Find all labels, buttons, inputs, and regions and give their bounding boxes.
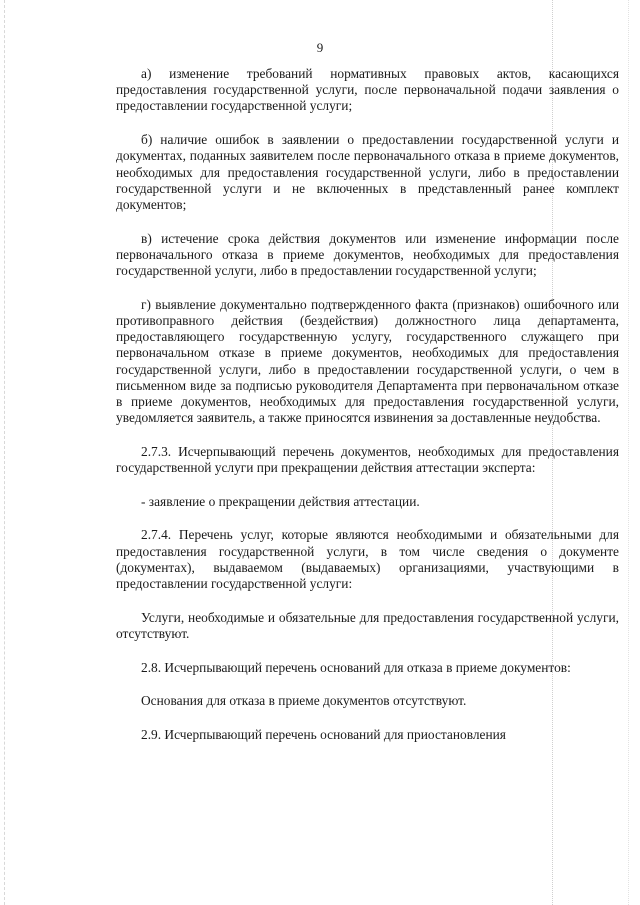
scan-margin-line-left	[4, 0, 5, 905]
page-number: 9	[316, 40, 324, 55]
paragraph-services-absent: Услуги, необходимые и обязательные для предоставления государственной услуги, отсутствуют.	[116, 609, 619, 641]
paragraph-grounds-absent: Основания для отказа в приеме документов отсутствуют.	[141, 693, 467, 709]
section-2-7-3: 2.7.3. Исчерпывающий перечень документов, необходимых для предоставления государственной услуги при прекращении действия аттестации эксперта:	[116, 443, 619, 476]
paragraph-item-g: г) выявление документально подтвержденного факта (признаков) ошибочного или противоправного действия (бездействия) должностного лица департамента, предоставляющего государственную услугу, государственного служащего при первоначальном отказе в приеме документов, необходимых для предоставления государственной услуги, либо в предоставлении государственной услуги, о чем в письменном виде за подписью руководителя Департамента при первоначальном отказе в приеме документов, необходимых для предоставления государственной услуги, уведомляется заявитель, а также приносятся извинения за доставленные неудобства.	[116, 296, 619, 426]
paragraph-item-a: а) изменение требований нормативных правовых актов, касающихся предоставления государственной услуги, после первоначальной подачи заявления о предоставлении государственной услуги;	[116, 66, 619, 114]
paragraph-item-b: б) наличие ошибок в заявлении о предоставлении государственной услуги и документах, поданных заявителем после первоначального отказа в приеме документов, необходимых для предоставления государственной услуги, либо в предоставлении государственной услуги и не включенных в представленный ранее комплект документов;	[116, 132, 619, 212]
section-2-7-4: 2.7.4. Перечень услуг, которые являются необходимыми и обязательными для предоставления государственной услуги, в том числе сведения о документе (документах), выдаваемом (выдаваемых) организациями, участвующими в предоставлении государственной услуги:	[116, 527, 619, 592]
section-2-9: 2.9. Исчерпывающий перечень оснований для приостановления	[141, 727, 506, 743]
scan-margin-line-right	[628, 0, 629, 905]
list-item-termination-application: - заявление о прекращении действия аттестации.	[141, 493, 420, 509]
document-body	[116, 66, 619, 743]
section-2-8: 2.8. Исчерпывающий перечень оснований для отказа в приеме документов:	[141, 659, 571, 675]
paragraph-item-v: в) истечение срока действия документов или изменение информации после первоначального отказа в приеме документов, необходимых для предоставления государственной услуги, либо в предоставлении государственной услуги;	[116, 230, 619, 279]
